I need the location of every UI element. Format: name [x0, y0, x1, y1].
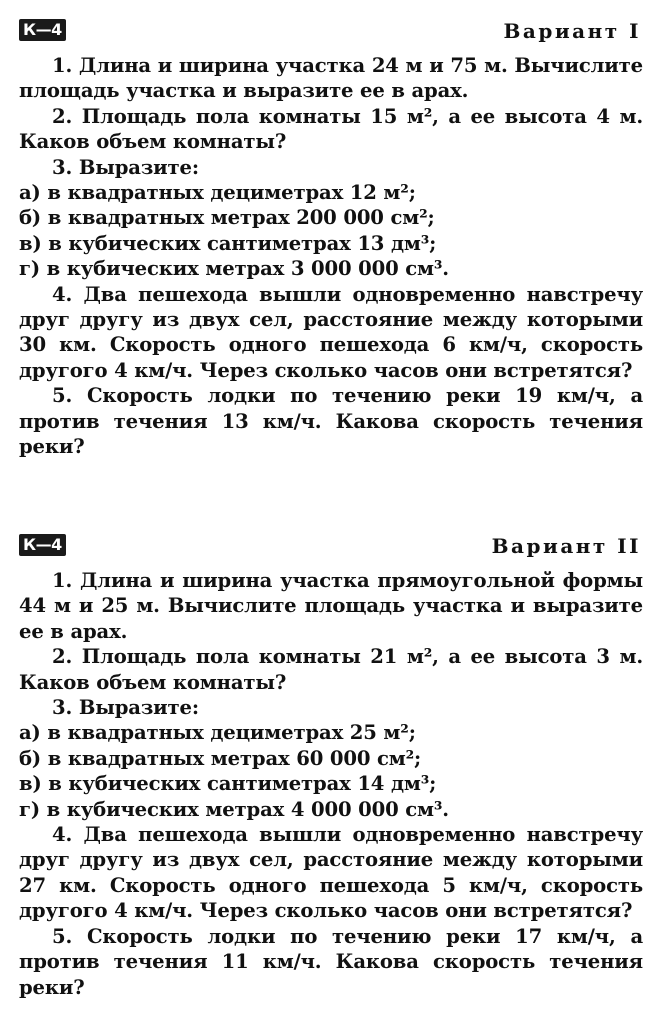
test-badge: К—4 — [19, 534, 66, 556]
task-3-a: а) в квадратных дециметрах 12 м²; — [19, 181, 416, 205]
task-4: 4. Два пешехода вышли одновременно навстречу друг другу из двух сел, расстояние между которыми 27 км. Скорость одного пешехода 5 км/ч, скорость другого 4 км/ч. Через сколько часов они встретятся? — [19, 823, 643, 923]
task-3-d: г) в кубических метрах 3 000 000 см³. — [19, 257, 449, 281]
task-3-b: б) в квадратных метрах 200 000 см²; — [19, 206, 435, 230]
test-badge: К—4 — [19, 19, 66, 41]
task-3-c: в) в кубических сантиметрах 14 дм³; — [19, 772, 437, 796]
task-list — [19, 568, 643, 1000]
task-3-title: 3. Выразите: — [52, 696, 199, 720]
task-1: 1. Длина и ширина участка прямоугольной формы 44 м и 25 м. Вычислите площадь участка и выразите ее в арах. — [19, 569, 643, 643]
task-5: 5. Скорость лодки по течению реки 17 км/ч, а против течения 11 км/ч. Какова скорость течения реки? — [19, 924, 643, 999]
task-2: 2. Площадь пола комнаты 15 м², а ее высота 4 м. Каков объем комнаты? — [19, 104, 643, 154]
variant-title: Вариант II — [491, 534, 641, 558]
task-3-d: г) в кубических метрах 4 000 000 см³. — [19, 797, 449, 821]
task-list — [19, 53, 643, 460]
variant-header — [19, 18, 643, 46]
task-4: 4. Два пешехода вышли одновременно навстречу друг другу из двух сел, расстояние между которыми 30 км. Скорость одного пешехода 6 км/ч, скорость другого 4 км/ч. Через сколько часов они встретятся? — [19, 282, 643, 382]
variant-title: Вариант I — [503, 19, 641, 43]
variant-header — [19, 533, 643, 561]
task-3-b: б) в квадратных метрах 60 000 см²; — [19, 746, 422, 770]
task-2: 2. Площадь пола комнаты 21 м², а ее высота 3 м. Каков объем комнаты? — [19, 645, 643, 694]
task-3-c: в) в кубических сантиметрах 13 дм³; — [19, 231, 437, 255]
variant-2-section — [19, 533, 643, 1000]
task-1: 1. Длина и ширина участка 24 м и 75 м. Вычислите площадь участка и выразите ее в арах. — [19, 54, 643, 103]
task-3-a: а) в квадратных дециметрах 25 м²; — [19, 721, 416, 745]
task-5: 5. Скорость лодки по течению реки 19 км/ч, а против течения 13 км/ч. Какова скорость течения реки? — [19, 384, 643, 459]
task-3-title: 3. Выразите: — [52, 155, 199, 179]
variant-1-section — [19, 18, 643, 460]
